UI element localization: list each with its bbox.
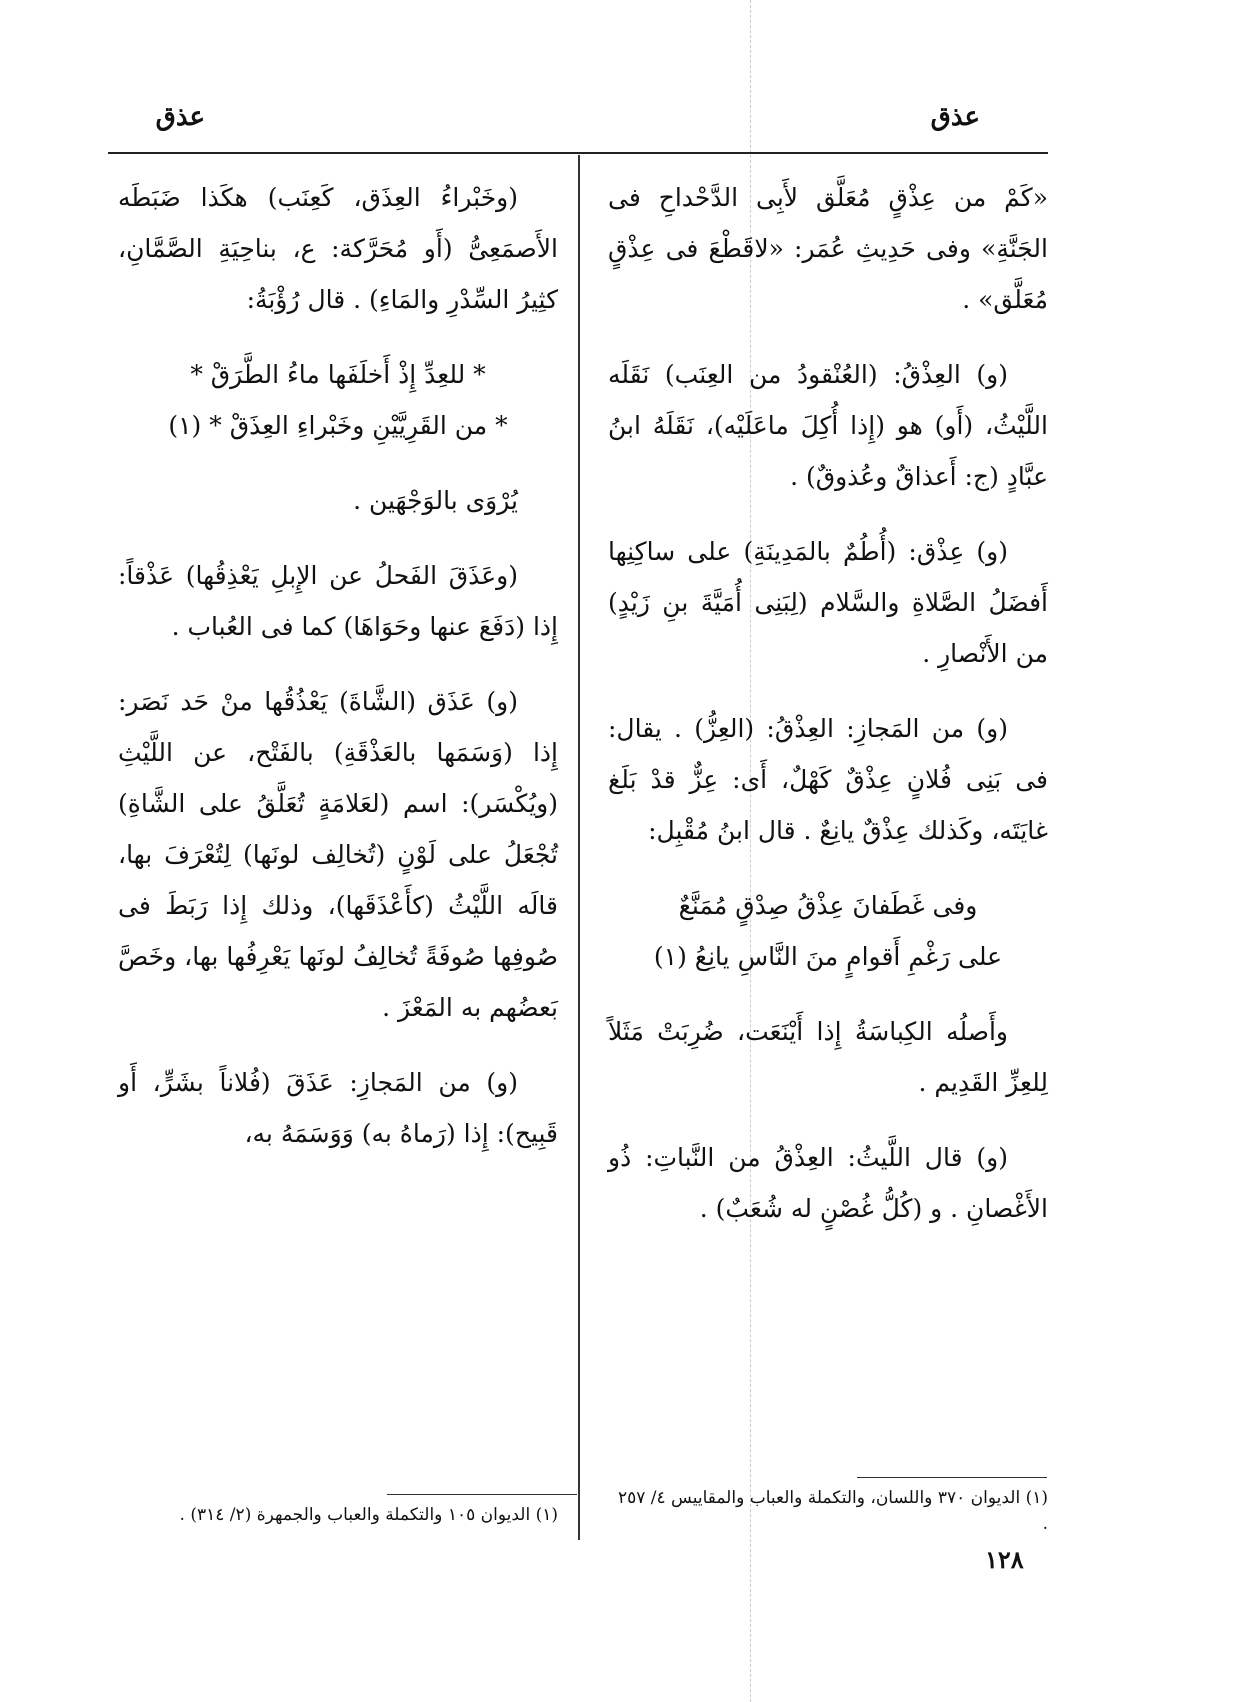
entry-paragraph: (و) عَذَق (الشَّاةَ) يَعْذُقُها منْ حَد نَصَر: إِذا (وَسَمَها بالعَذْقَةِ) بالفَتْح، عن اللَّيْثِ (ويُكْسَر): اسم (لعَلامَةٍ تُعَلَّقُ على الشَّاةِ) تُجْعَلُ على لَوْنٍ (تُخالِف لونَها) لِتُعْرَفَ بها، قالَه اللَّيْثُ (كأَعْذَقَها)، وذلك إِذا رَبَطَ فى صُوفِها صُوفَةً تُخالِفُ لونَها يَعْرِفُها بها، وخَصَّ بَعضُهم به المَعْزَ . [118,687,558,1022]
entry-paragraph: (وخَبْراءُ العِذَق، كَعِنَب) هكَذا ضَبَطَه الأَصمَعِىُّ (أَو مُحَرَّكة: ع، بناحِيَةِ الصَّمَّانِ، كثِيرُ السِّدْرِ والمَاءِ) . قال رُؤْبَةُ: [118,183,558,314]
entry-paragraph: (و) عِذْق: (أُطُمٌ بالمَدِينَةِ) على ساكِنِها أَفضَلُ الصَّلاةِ والسَّلام (لِبَنِى أُمَيَّةَ بنِ زَيْدٍ) من الأَنْصارِ . [608,537,1048,668]
running-head-left: عذق [155,102,205,132]
right-column [608,172,1048,1258]
header-rule [108,152,1048,154]
running-head-right: عذق [930,102,980,132]
entry-paragraph: «كَمْ من عِذْقٍ مُعَلَّق لأَبِى الدَّحْداحِ فى الجَنَّةِ» وفى حَدِيثِ عُمَر: «لاقَطْعَ فى عِذْقٍ مُعَلَّق» . [608,183,1048,314]
verse-line: وفى غَطَفانَ عِذْقُ صِدْقٍ مُمَنَّعٌ [678,891,978,920]
page-number: ١٢٨ [985,1545,1024,1574]
footnote-left: (١) الديوان ١٠٥ والتكملة والعباب والجمهرة (٢/ ٣١٤) . [179,1505,558,1525]
entry-paragraph: يُرْوَى بالوَجْهَين . [353,486,518,515]
entry-paragraph: (و) العِذْقُ: (العُنْقودُ من العِنَب) نَقَلَه اللَّيْثُ، (أَو) هو (إِذا أُكِلَ ماعَلَيْه)، نَقَلَهُ ابنُ عبَّادٍ (ج: أَعذاقٌ وعُذوقٌ) . [608,360,1048,491]
left-column [118,172,558,1183]
entry-paragraph: (و) من المَجازِ: العِذْقُ: (العِزُّ) . يقال: فى بَنِى فُلانٍ عِذْقٌ كَهْلٌ، أَى: عِزٌّ قدْ بَلَغ غايَتَه، وكَذلك عِذْقٌ يانِعٌ . قال ابنُ مُقْبِل: [608,714,1048,845]
entry-paragraph: وأَصلُه الكِباسَةُ إِذا أَيْنَعَت، ضُرِبَتْ مَثَلاً لِلعِزِّ القَدِيم . [608,1017,1048,1097]
verse-line: على رَغْمِ أَقوامٍ منَ النَّاسِ يانِعُ (١) [653,942,1003,971]
verse-line: * للعِدِّ إِذْ أَخلَفَها ماءُ الطَّرَقْ * [190,360,486,389]
footnote-rule-left [387,1494,577,1495]
verse-line: * من القَرِيَّيْنِ وخَبْراءِ العِذَقْ * (١) [168,411,508,440]
poem-verse [118,349,558,451]
footnote-right: (١) الديوان ٣٧٠ واللسان، والتكملة والعباب والمقاييس ٤/ ٢٥٧ . [617,1488,1048,1534]
entry-paragraph: (وعَذَقَ الفَحلُ عن الإِبلِ يَعْذِقُها) عَذْقاً: إِذا (دَفَعَ عنها وحَوَاهَا) كما فى العُباب . [118,561,558,641]
entry-paragraph: (و) قال اللَّيثُ: العِذْقُ من النَّباتِ: ذُو الأَغْصانِ . و (كُلُّ غُصْنٍ له شُعَبٌ) . [608,1143,1048,1223]
column-divider [578,155,580,1540]
poem-verse [608,880,1048,982]
entry-paragraph: (و) من المَجازِ: عَذَقَ (فُلاناً بشَرٍّ، أَو قَبِيح): إِذا (رَماهُ به) وَوَسَمَهُ به، [118,1068,558,1148]
footnote-rule-right [857,1477,1047,1478]
